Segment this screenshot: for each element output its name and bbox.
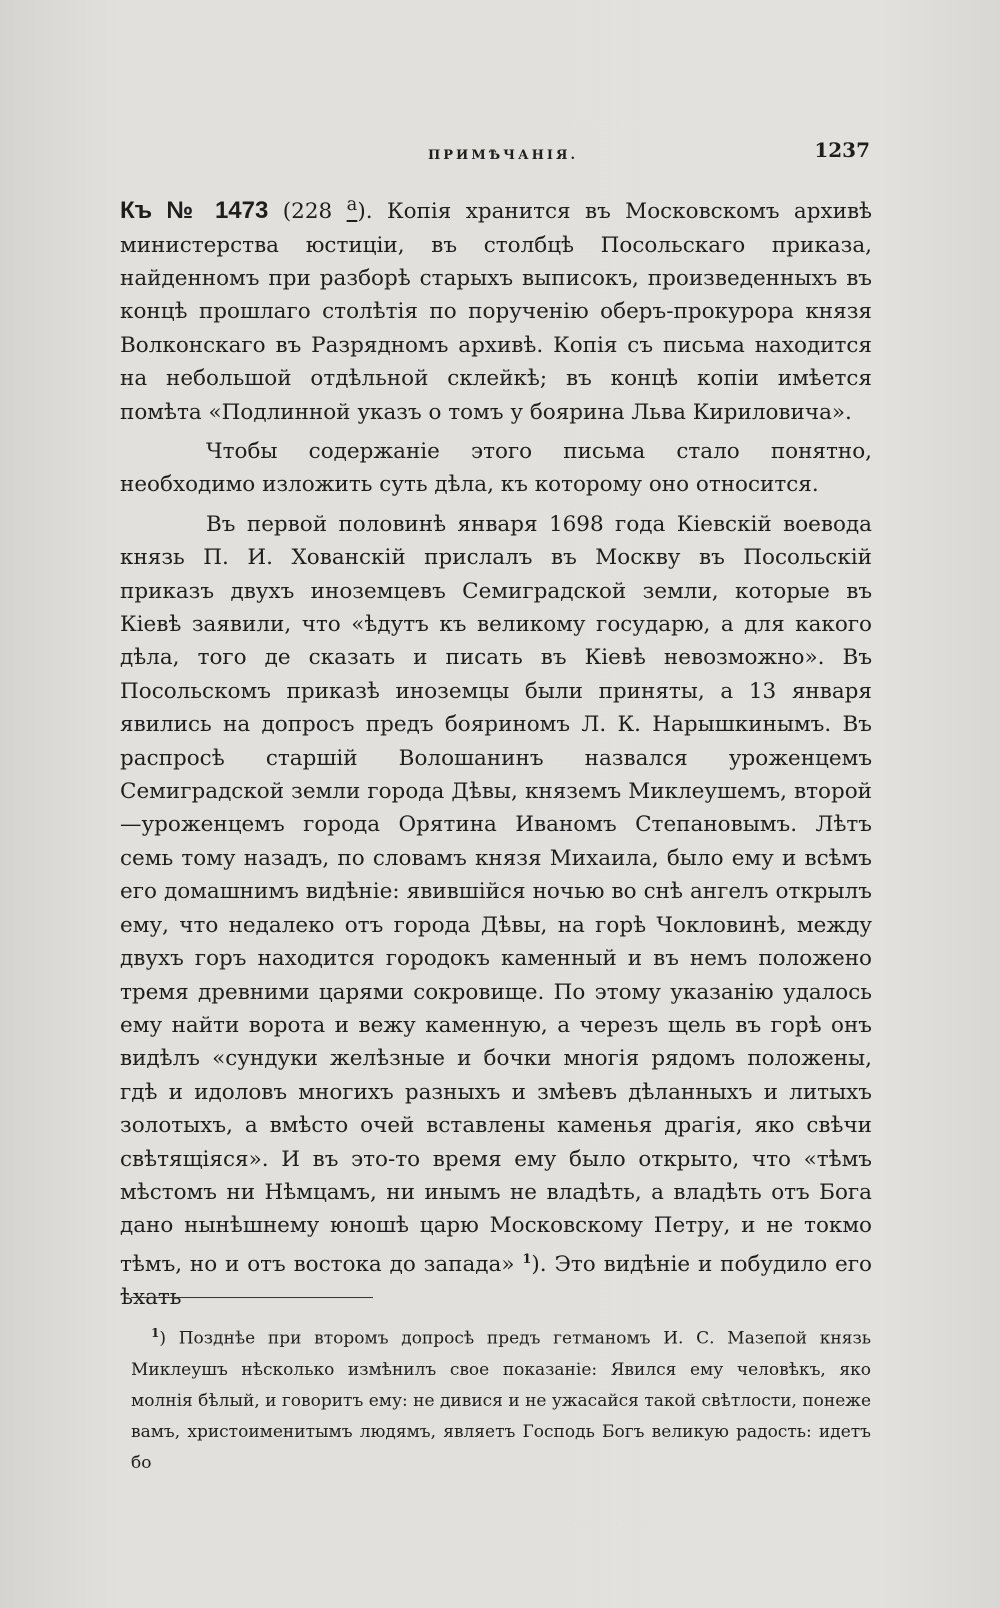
main-text	[120, 188, 872, 1315]
reference-number-open: (228	[282, 199, 347, 225]
paragraph-1-text: Копія хранится въ Московскомъ архивѣ министерства юстиціи, въ столбцѣ Посольскаго приказа, найденномъ при разборѣ старыхъ выписокъ, произведенныхъ въ концѣ прошлаго столѣтія по порученію оберъ-прокурора князя Волконскаго въ Разрядномъ архивѣ. Копія съ письма находится на небольшой отдѣльной склейкѣ; въ концѣ копіи имѣется помѣта «Подлинной указъ о томъ у боярина Льва Кириловича».	[120, 199, 873, 425]
reference-number	[282, 194, 373, 225]
page-number: 1237	[814, 138, 870, 162]
footnote-text: ) Позднѣе при второмъ допросѣ предъ гетманомъ И. С. Мазепой князь Миклеушъ нѣсколько измѣнилъ свое показаніе: Явился ему человѣкъ, яко молнія бѣлый, и говоритъ ему: не дивися и не ужасайся такой свѣтлости, понеже вамъ, христоименитымъ людямъ, являетъ Господь Богъ великую радость: идетъ бо	[131, 1328, 871, 1473]
footnote	[131, 1318, 871, 1479]
footnote-mark: 1	[151, 1326, 160, 1340]
page-header	[120, 134, 870, 174]
paragraph-1	[120, 188, 872, 429]
footnote-reference: 1	[522, 1251, 532, 1267]
running-title: ПРИМѢЧАНІЯ.	[428, 148, 578, 163]
footnote-divider	[131, 1297, 373, 1298]
paragraph-3	[120, 508, 872, 1315]
reference-superscript: а	[346, 194, 358, 215]
reference-number-close: ).	[357, 199, 373, 225]
reference-label: Къ № 1473	[120, 197, 269, 225]
paragraph-3-text: Въ первой половинѣ января 1698 года Кіевскій воевода князь П. И. Хованскій прислалъ въ Москву въ Посольскій приказъ двухъ иноземцевъ Семиградской земли, которые въ Кіевѣ заявили, что «ѣдутъ къ великому государю, а для какого дѣла, того де сказать и писать въ Кіевѣ невозможно». Въ Посольскомъ приказѣ иноземцы были приняты, а 13 января явились на допросъ предъ бояриномъ Л. К. Нарышкинымъ. Въ распросѣ старшій Волошанинъ назвался уроженцемъ Семиградской земли города Дѣвы, княземъ Миклеушемъ, второй—уроженцемъ города Орятина Иваномъ Степановымъ. Лѣтъ семь тому назадъ, по словамъ князя Михаила, было ему и всѣмъ его домашнимъ видѣніе: явившійся ночью во снѣ ангелъ открылъ ему, что недалеко отъ города Дѣвы, на горѣ Чокловинѣ, между двухъ горъ находится городокъ каменный и въ немъ положено тремя древними царями сокровище. По этому указанію удалось ему найти ворота и вежу каменную, а черезъ щель въ горѣ онъ видѣлъ «сундуки желѣзные и бочки многія рядомъ положены, гдѣ и идоловъ многихъ разныхъ и змѣевъ дѣланныхъ и литыхъ золотыхъ, а вмѣсто очей вставлены каменья драгія, яко свѣчи свѣтящіяся». И въ это-то время ему было открыто, что «тѣмъ мѣстомъ ни Нѣмцамъ, ни инымъ не владѣть, а владѣть отъ Бога дано нынѣшнему юношѣ царю Московскому Петру, и не токмо тѣмъ, но и отъ востока до запада»	[120, 511, 872, 1277]
paragraph-2: Чтобы содержаніе этого письма стало понятно, необходимо изложить суть дѣла, къ которому оно относится.	[120, 439, 872, 498]
paragraph-3-tail: ). Это видѣніе и побудило его ѣхать	[120, 1251, 872, 1311]
